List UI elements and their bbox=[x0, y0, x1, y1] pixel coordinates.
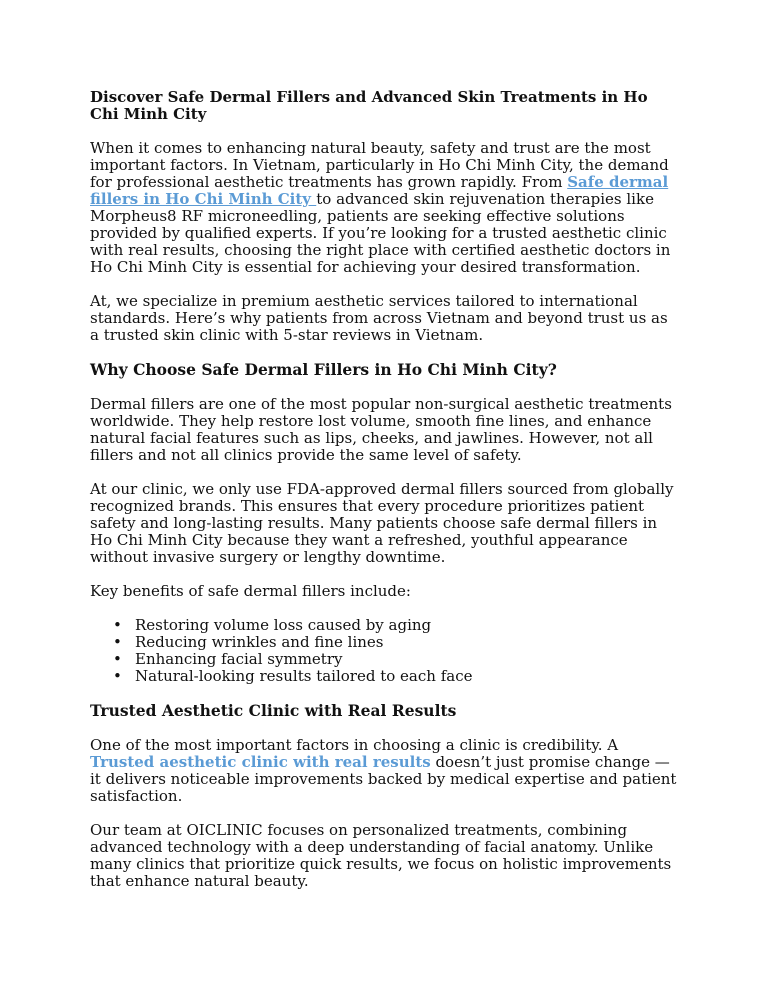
bullet-icon: • bbox=[113, 650, 122, 668]
trusted-clinic-text-start: One of the most important factors in choosing a clinic is credibility. A bbox=[90, 736, 619, 754]
benefit-text: Reducing wrinkles and fine lines bbox=[135, 633, 384, 651]
trusted-clinic-text-end: doesn’t just promise change — it delivers noticeable improvements backed by medical expertise and patient satisfaction. bbox=[90, 753, 677, 805]
benefits-list bbox=[90, 617, 680, 685]
intro-paragraph bbox=[90, 140, 680, 276]
intro-text-start: When it comes to enhancing natural beauty, safety and trust are the most important factors. In Vietnam, particularly in Ho Chi Minh City, the demand for professional aesthetic treatments has grown rapidly. From bbox=[90, 139, 669, 191]
safe-dermal-fillers-link[interactable]: Safe dermal fillers in Ho Chi Minh City bbox=[90, 173, 669, 208]
benefit-text: Natural-looking results tailored to each face bbox=[135, 667, 473, 685]
benefit-text: Restoring volume loss caused by aging bbox=[135, 616, 432, 634]
trusted-aesthetic-clinic-link[interactable]: Trusted aesthetic clinic with real results bbox=[90, 753, 431, 771]
list-item bbox=[90, 634, 680, 651]
trusted-clinic-paragraph-2: Our team at OICLINIC focuses on personalized treatments, combining advanced technology with a deep understanding of facial anatomy. Unlike many clinics that prioritize quick results, we focus on holistic improvements that enhance natural beauty. bbox=[90, 821, 672, 890]
list-item bbox=[90, 668, 680, 685]
bullet-icon: • bbox=[113, 667, 122, 685]
benefits-intro: Key benefits of safe dermal fillers include: bbox=[90, 582, 411, 600]
benefit-text: Enhancing facial symmetry bbox=[135, 650, 343, 668]
intro-text-end: to advanced skin rejuvenation therapies like Morpheus8 RF microneedling, patients are seeking effective solutions provided by qualified experts. If you’re looking for a trusted aesthetic clinic with real results, choosing the right place with certified aesthetic doctors in Ho Chi Minh City is essential for achieving your desired transformation. bbox=[90, 190, 671, 276]
trusted-clinic-paragraph-1 bbox=[90, 737, 680, 805]
section-heading-dermal-fillers: Why Choose Safe Dermal Fillers in Ho Chi Minh City? bbox=[90, 360, 557, 379]
list-item bbox=[90, 651, 680, 668]
bullet-icon: • bbox=[113, 616, 122, 634]
dermal-fillers-paragraph-1: Dermal fillers are one of the most popular non-surgical aesthetic treatments worldwide. They help restore lost volume, smooth fine lines, and enhance natural facial features such as lips, cheeks, and jawlines. However, not all fillers and not all clinics provide the same level of safety. bbox=[90, 395, 672, 464]
document-page bbox=[90, 89, 680, 907]
section-heading-trusted-clinic: Trusted Aesthetic Clinic with Real Results bbox=[90, 701, 457, 720]
list-item bbox=[90, 617, 680, 634]
intro-paragraph-2: At, we specialize in premium aesthetic services tailored to international standards. Here’s why patients from across Vietnam and beyond trust us as a trusted skin clinic with 5-star reviews in Vietnam. bbox=[90, 292, 668, 344]
bullet-icon: • bbox=[113, 633, 122, 651]
document-title: Discover Safe Dermal Fillers and Advanced Skin Treatments in Ho Chi Minh City bbox=[90, 88, 648, 123]
dermal-fillers-paragraph-2: At our clinic, we only use FDA-approved dermal fillers sourced from globally recognized brands. This ensures that every procedure prioritizes patient safety and long-lasting results. Many patients choose safe dermal fillers in Ho Chi Minh City because they want a refreshed, youthful appearance without invasive surgery or lengthy downtime. bbox=[90, 480, 674, 566]
